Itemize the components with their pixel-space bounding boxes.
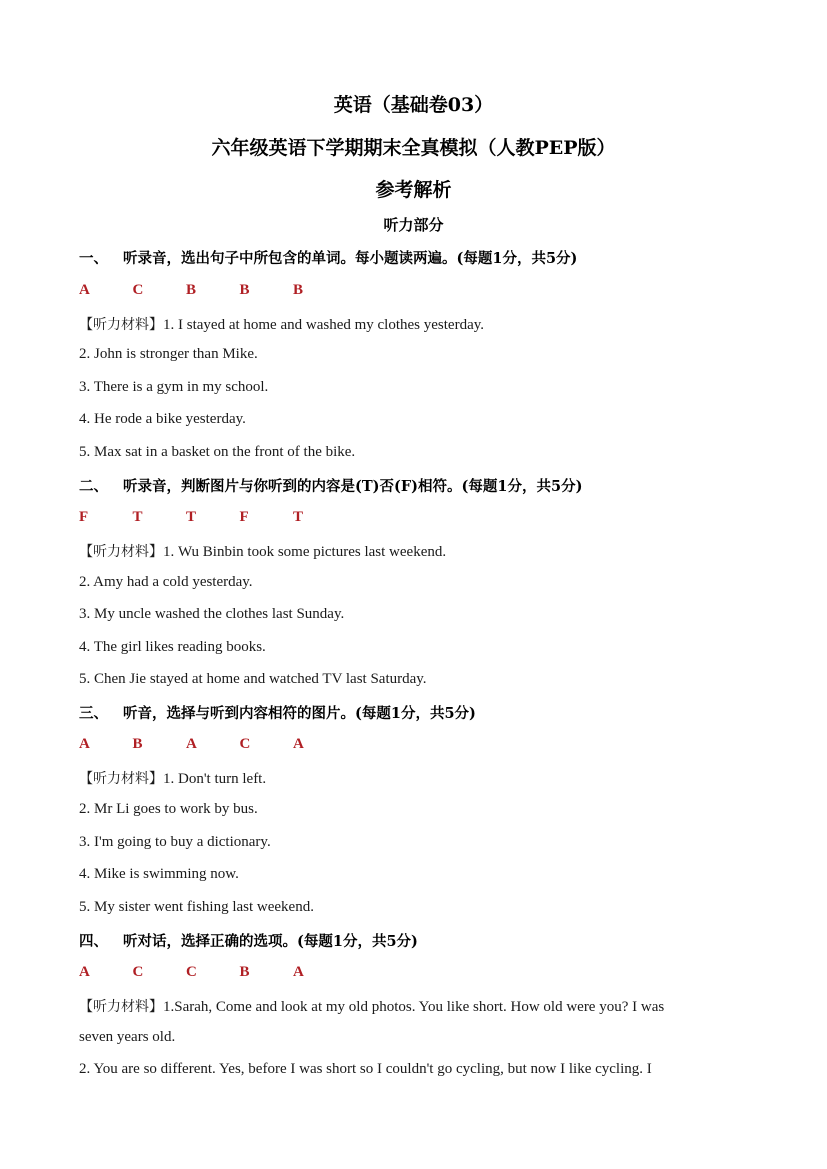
answer: F bbox=[79, 509, 89, 525]
listening-line: 3. There is a gym in my school. bbox=[79, 379, 269, 395]
line-text: 1. I stayed at home and washed my clothes yesterday. bbox=[163, 317, 485, 333]
listening-line: seven years old. bbox=[79, 1029, 176, 1045]
listening-line: 4. He rode a bike yesterday. bbox=[79, 411, 246, 427]
section-4-answers bbox=[79, 964, 347, 981]
answer: B bbox=[186, 282, 197, 298]
section-text: 听录音，选出句子中所包含的单词。每小题读两遍。(每题1分，共5分) bbox=[123, 250, 578, 267]
answer: B bbox=[132, 736, 143, 752]
page-subtitle: 六年级英语下学期期末全真模拟（人教PEP版） bbox=[211, 137, 616, 159]
listening-line: 4. Mike is swimming now. bbox=[79, 866, 239, 882]
listening-line: 5. Chen Jie stayed at home and watched TV last Saturday. bbox=[79, 671, 427, 687]
line-text: 1. Wu Binbin took some pictures last weekend. bbox=[163, 544, 447, 560]
section-3-answers bbox=[79, 736, 347, 753]
listening-line: 2. Amy had a cold yesterday. bbox=[79, 574, 253, 590]
page-title: 英语（基础卷03） bbox=[333, 94, 494, 116]
listening-line bbox=[79, 768, 266, 788]
line-text: 1.Sarah, Come and look at my old photos. You like short. How old were you? I was bbox=[163, 999, 665, 1015]
section-text: 听录音，判断图片与你听到的内容是(T)否(F)相符。(每题1分，共5分) bbox=[123, 478, 583, 495]
answer: B bbox=[293, 282, 304, 298]
answer: B bbox=[239, 964, 250, 980]
part-heading: 听力部分 bbox=[383, 216, 444, 234]
listening-line: 5. Max sat in a basket on the front of the bike. bbox=[79, 444, 356, 460]
section-2-instruction bbox=[79, 475, 582, 496]
answer: C bbox=[186, 964, 197, 980]
answer: A bbox=[79, 736, 90, 752]
material-label: 【听力材料】 bbox=[79, 999, 163, 1015]
listening-line bbox=[79, 314, 484, 334]
listening-line: 3. I'm going to buy a dictionary. bbox=[79, 834, 271, 850]
listening-line: 4. The girl likes reading books. bbox=[79, 639, 266, 655]
material-label: 【听力材料】 bbox=[79, 317, 163, 333]
section-2-answers bbox=[79, 509, 347, 526]
answer: B bbox=[239, 282, 250, 298]
answer: T bbox=[293, 509, 304, 525]
listening-line bbox=[79, 541, 446, 561]
listening-line: 2. John is stronger than Mike. bbox=[79, 346, 258, 362]
page-heading: 参考解析 bbox=[375, 179, 452, 201]
line-text: 1. Don't turn left. bbox=[163, 771, 267, 787]
section-text: 听音，选择与听到内容相符的图片。(每题1分，共5分) bbox=[123, 705, 476, 722]
section-4-instruction bbox=[79, 930, 418, 951]
section-number: 一、 bbox=[79, 250, 108, 267]
material-label: 【听力材料】 bbox=[79, 771, 163, 787]
section-number: 二、 bbox=[79, 478, 108, 495]
answer: C bbox=[132, 964, 144, 980]
answer: A bbox=[293, 964, 304, 980]
answer: A bbox=[79, 964, 90, 980]
section-number: 四、 bbox=[79, 933, 108, 950]
listening-line: 3. My uncle washed the clothes last Sunday. bbox=[79, 606, 345, 622]
answer: T bbox=[186, 509, 197, 525]
listening-line: 2. Mr Li goes to work by bus. bbox=[79, 801, 258, 817]
section-text: 听对话，选择正确的选项。(每题1分，共5分) bbox=[123, 933, 418, 950]
answer: A bbox=[293, 736, 304, 752]
answer: C bbox=[132, 282, 144, 298]
listening-line: 2. You are so different. Yes, before I was short so I couldn't go cycling, but now I like cycling. I bbox=[79, 1061, 652, 1077]
section-1-instruction bbox=[79, 247, 577, 268]
answer: A bbox=[79, 282, 90, 298]
answer: A bbox=[186, 736, 197, 752]
answer: F bbox=[239, 509, 249, 525]
answer: C bbox=[239, 736, 251, 752]
section-3-instruction bbox=[79, 702, 476, 723]
section-1-answers bbox=[79, 282, 347, 299]
listening-line bbox=[79, 996, 664, 1016]
listening-line: 5. My sister went fishing last weekend. bbox=[79, 899, 314, 915]
section-number: 三、 bbox=[79, 705, 108, 722]
answer: T bbox=[132, 509, 143, 525]
material-label: 【听力材料】 bbox=[79, 544, 163, 560]
